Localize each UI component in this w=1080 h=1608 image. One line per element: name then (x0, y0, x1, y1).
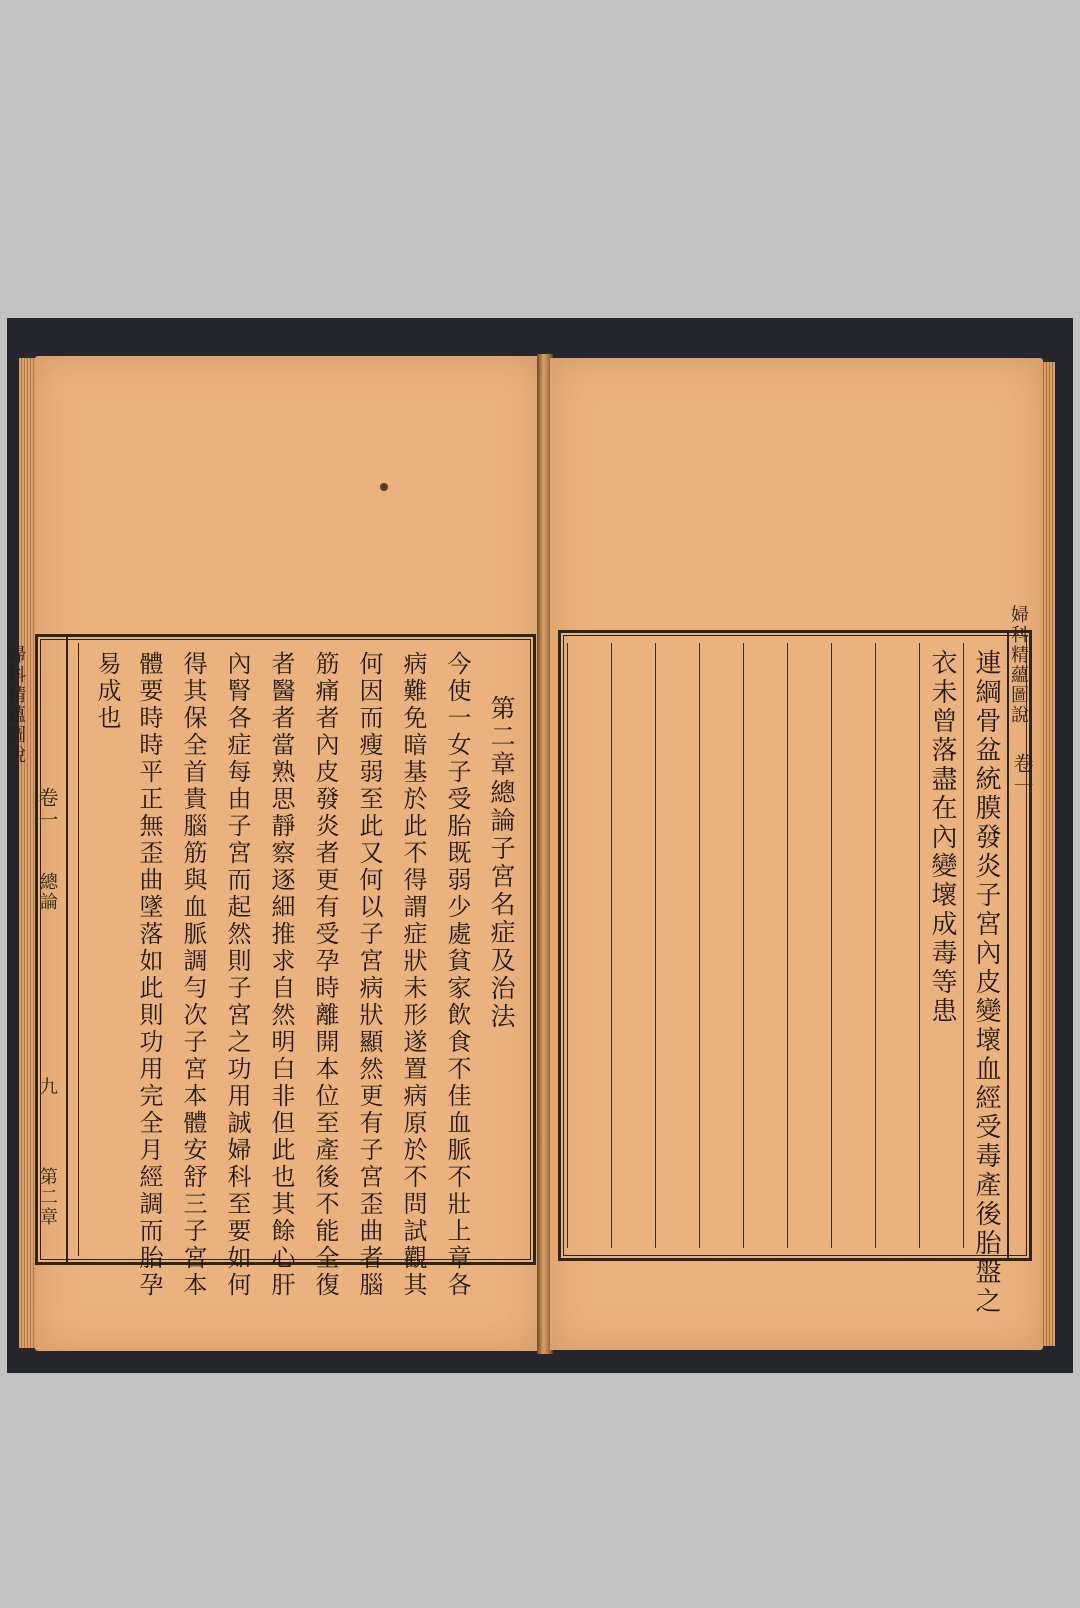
empty-column (611, 643, 654, 1248)
left-page (5, 356, 540, 1351)
text-line-2: 衣未曾落盡在內變壞成毒等患 (927, 649, 957, 1026)
chapter-heading: 第二章總論子宮名症及治法 (487, 695, 516, 1031)
text-line-6: 內腎各症每由子宮而起然則子宮之功用誠婦科至要如何 (223, 651, 251, 1299)
margin-section: 總論 (37, 872, 58, 912)
text-line-1: 連綱骨盆統膜發炎子宮內皮變壞血經受毒產後胎盤之 (971, 649, 1001, 1316)
text-line-9: 易成也 (93, 651, 121, 732)
margin-volume: 卷一 (35, 787, 59, 831)
text-line-8: 體要時時平正無歪曲墜落如此則功用完全月經調而胎孕 (135, 651, 163, 1299)
empty-column (655, 643, 698, 1248)
margin-chapter: 第二章 (37, 1167, 58, 1227)
text-line-7: 得其保全首貴腦筋與血脈調勻次子宮本體安舒三子宮本 (179, 651, 207, 1299)
empty-column (743, 643, 786, 1248)
empty-column (875, 643, 918, 1248)
margin-divider (66, 637, 68, 1262)
text-line-5: 者醫者當熟思靜察逐細推求自然明白非但此也其餘心肝 (267, 651, 295, 1299)
empty-column (831, 643, 874, 1248)
empty-column (787, 643, 830, 1248)
right-text-frame (558, 605, 1034, 1316)
margin-title: 婦科精蘊圖說 (5, 645, 26, 765)
margin-folio: 九 (37, 1077, 58, 1097)
right-page (550, 358, 1043, 1350)
empty-column (567, 643, 610, 1248)
empty-column (699, 643, 742, 1248)
book-scan (7, 318, 1073, 1373)
margin-volume: 卷一 (1010, 753, 1034, 797)
text-line-1: 今使一女子受胎既弱少處貧家飲食不佳血脈不壯上章各 (443, 651, 471, 1299)
left-text-frame (5, 634, 536, 1299)
margin-divider-inner (78, 643, 79, 1256)
text-line-4: 筋痛者內皮發炎者更有受孕時離開本位至產後不能全復 (311, 651, 339, 1299)
page-edges-right (1041, 362, 1055, 1346)
margin-title: 婦科精蘊圖說 (1008, 605, 1029, 725)
margin-divider (1007, 633, 1009, 1258)
ink-spot (380, 483, 388, 491)
text-line-3: 何因而瘦弱至此又何以子宮病狀顯然更有子宮歪曲者腦 (355, 651, 383, 1299)
text-line-2: 病難免暗基於此不得謂症狀未形遂置病原於不問試觀其 (399, 651, 427, 1299)
